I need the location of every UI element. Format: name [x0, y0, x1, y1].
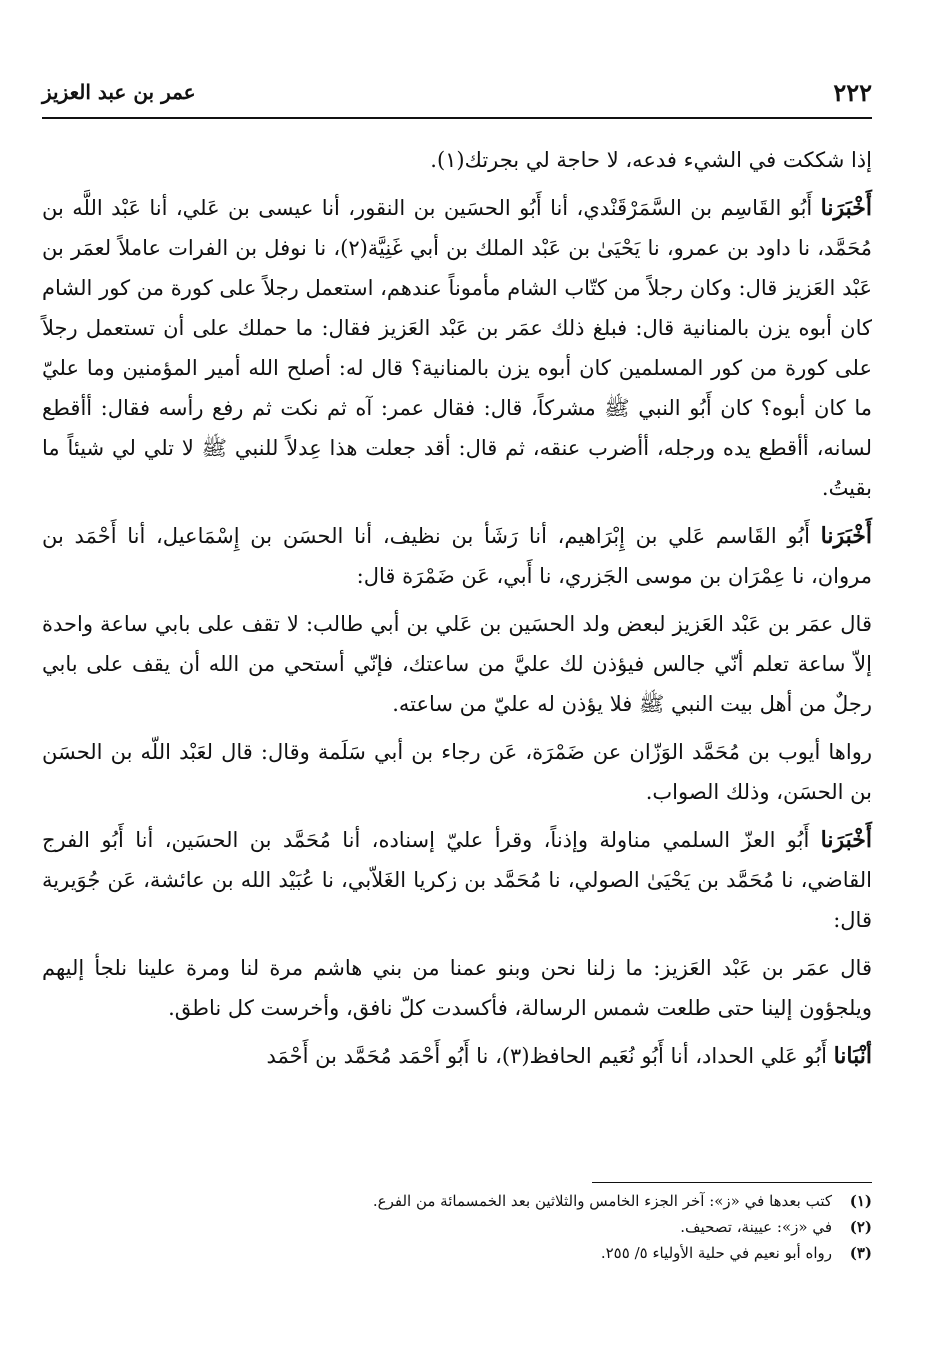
footnote-2 [42, 1214, 872, 1240]
running-title: عمر بن عبد العزيز [42, 80, 196, 104]
paragraph-lead: أنْبَانا [833, 1043, 872, 1069]
footnote-number: (٣) [849, 1244, 872, 1262]
paragraph-3 [42, 516, 872, 596]
footnote-number: (٢) [849, 1218, 872, 1236]
paragraph-7 [42, 948, 872, 1028]
paragraph-1 [42, 140, 872, 180]
paragraph-text: أَبُو العزّ السلمي مناولة وإذناً، وقرأ عليّ إسناده، أنا مُحَمَّد بن الحسَين، أنا أَبُو الفرج القاضي، نا مُحَمَّد بن يَحْيَىٰ الصولي، نا مُحَمَّد بن زكريا الغَلاّبي، نا عُبَيْد الله بن عائشة، عَن جُوَيرية قال: [42, 828, 872, 932]
page-number: ٢٢٢ [833, 78, 872, 107]
footnote-number: (١) [849, 1192, 872, 1210]
paragraph-text: أَبُو القَاسِم بن السَّمَرْقَنْدي، أنا أَبُو الحسَين بن النقور، أنا عيسى بن عَلي، أنا عَبْد اللَّه بن مُحَمَّد، نا داود بن عمرو، نا يَحْيَىٰ بن عَبْد الملك بن أبي غَنِيَّة(٢)، نا نوفل بن الفرات عاملاً لعمَر بن عَبْد العَزيز قال: وكان رجلاً من كتّاب الشام مأموناً عندهم، استعمل رجلاً على كورة من كور الشام كان أبوه يزن بالمنانية قال: فبلغ ذلك عمَر بن عَبْد العَزيز فقال: ما حملك على أن تستعمل رجلاً على كورة من كور المسلمين كان أبوه يزن بالمنانية؟ قال له: أصلح الله أمير المؤمنين وما عليّ ما كان أبوه؟ كان أَبُو النبي ﷺ مشركاً، قال: فقال عمر: آه ثم نكت ثم رفع رأسه فقال: أأقطع لسانه، أأقطع يده ورجله، أأضرب عنقه، ثم قال: أقد جعلت هذا عِدلاً للنبي ﷺ لا تلي لي شيئاً ما بقيتُ. [42, 196, 872, 500]
footnote-3 [42, 1240, 872, 1266]
paragraph-5 [42, 732, 872, 812]
footnote-1 [42, 1188, 872, 1214]
paragraph-lead: أَخْبَرَنا [820, 827, 872, 853]
paragraph-text: أَبُو القَاسم عَلي بن إِبْرَاهيم، أنا رَشَأ بن نظيف، أنا الحسَن بن إِسْمَاعيل، أنا أَحْمَد بن مروان، نا عِمْرَان بن موسى الجَزري، نا أَبي، عَن ضَمْرَة قال: [42, 524, 872, 588]
footnote-text: رواه أبو نعيم في حلية الأولياء ٥/ ٢٥٥. [600, 1244, 832, 1262]
paragraph-lead: أَخْبَرَنا [820, 195, 872, 221]
paragraph-text: رواها أيوب بن مُحَمَّد الوَزّان عن ضَمْرَة، عَن رجاء بن أبي سَلَمة وقال: قال لعَبْد اللّه بن الحسَن بن الحسَن، وذلك الصواب. [42, 740, 872, 804]
footnote-text: في «ز»: عيينة، تصحيف. [680, 1218, 832, 1236]
footnotes [42, 1188, 872, 1266]
page-header [42, 74, 872, 114]
paragraph-6 [42, 820, 872, 940]
paragraph-4 [42, 604, 872, 724]
paragraph-lead: أَخْبَرَنا [820, 523, 872, 549]
paragraph-8 [42, 1036, 872, 1076]
main-text [42, 140, 872, 1084]
header-rule [42, 117, 872, 119]
paragraph-text: أَبُو عَلي الحداد، أنا أَبُو نُعَيم الحافظ(٣)، نا أَبُو أَحْمَد مُحَمَّد بن أَحْمَد [266, 1044, 834, 1068]
paragraph-2 [42, 188, 872, 508]
paragraph-text: قال عمَر بن عَبْد العَزيز: ما زلنا نحن وبنو عمنا من بني هاشم مرة لنا ومرة علينا نلجأ إليهم ويلجؤون إلينا حتى طلعت شمس الرسالة، فأكسدت كلّ نافق، وأخرست كل ناطق. [42, 956, 872, 1020]
footnote-rule [592, 1182, 872, 1183]
paragraph-text: إذا شككت في الشيء فدعه، لا حاجة لي بجرتك(١). [430, 148, 872, 172]
paragraph-text: قال عمَر بن عَبْد العَزيز لبعض ولد الحسَين بن عَلي بن أبي طالب: لا تقف على بابي ساعة واحدة إلاّ ساعة تعلم أنّي جالس فيؤذن لك عليَّ من ساعتك، فإنّي أستحي من الله أن يقف على بابي رجلٌ من أهل بيت النبي ﷺ فلا يؤذن له عليّ من ساعته. [42, 612, 872, 716]
footnote-text: كتب بعدها في «ز»: آخر الجزء الخامس والثلاثين بعد الخمسمائة من الفرع. [372, 1192, 832, 1210]
